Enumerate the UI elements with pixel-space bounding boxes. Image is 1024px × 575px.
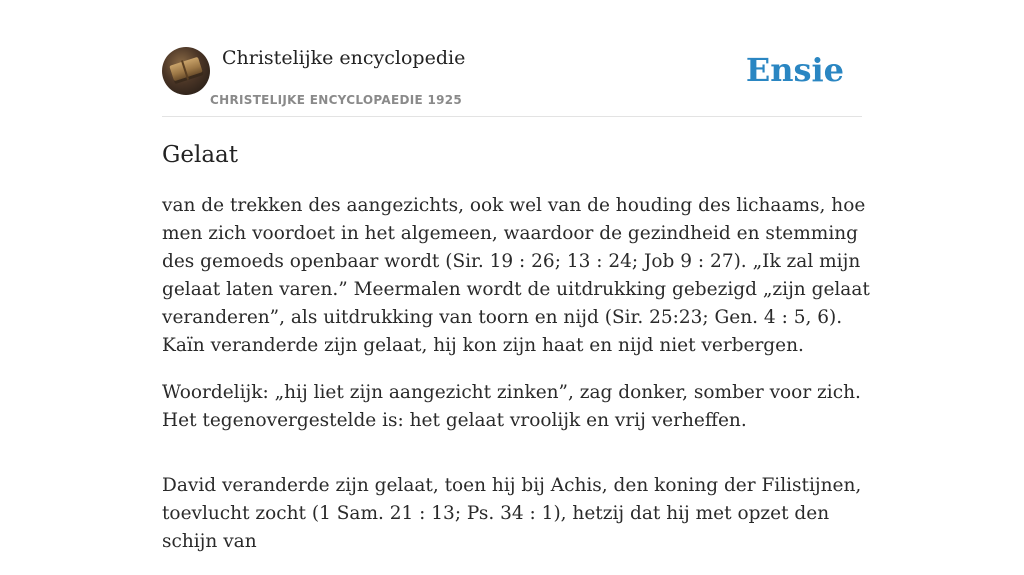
site-subtitle[interactable]: CHRISTELIJKE ENCYCLOPAEDIE 1925 [210,93,463,107]
article-paragraph: Woordelijk: „hij liet zijn aangezicht zinken”, zag donker, somber voor zich. Het tegenovergestelde is: het gelaat vroolijk en vrij verheffen. [162,382,861,431]
article-body [162,192,872,575]
article-paragraph: van de trekken des aangezichts, ook wel van de houding des lichaams, hoe men zich voordoet in het algemeen, waardoor de gezindheid en stemming des gemoeds openbaar wordt (Sir. 19 : 26; 13 : 24; Job 9 : 27). „Ik zal mijn gelaat laten varen.” Meermalen wordt de uitdrukking gebezigd „zijn gelaat veranderen”, als uitdrukking van toorn en nijd (Sir. 25:23; Gen. 4 : 5, 6). Kaïn veranderde zijn gelaat, hij kon zijn haat en nijd niet verbergen. [162,195,870,356]
brand-logo[interactable]: Ensie [745,51,844,89]
article-paragraph: David veranderde zijn gelaat, toen hij bij Achis, den koning der Filistijnen, toevlucht zocht (1 Sam. 21 : 13; Ps. 34 : 1), hetzij dat hij met opzet den schijn van [162,475,862,552]
site-header [162,46,862,117]
article-title: Gelaat [162,142,239,168]
site-avatar[interactable] [162,47,210,95]
site-title[interactable]: Christelijke encyclopedie [222,47,466,69]
